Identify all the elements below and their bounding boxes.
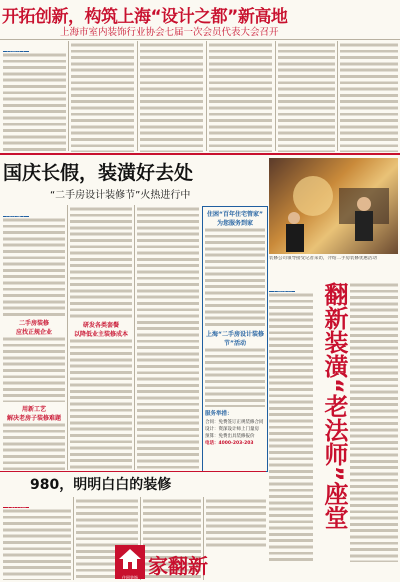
- service-line: 设计：资深设计师上门量房: [205, 427, 259, 432]
- right-column-2: [350, 282, 398, 562]
- divider: [275, 41, 276, 151]
- feature-subheadline-block: [50, 186, 260, 200]
- forum-tag: [269, 281, 309, 291]
- bottom-headline-block: [30, 474, 266, 494]
- feature-column-2: [70, 206, 132, 318]
- divider: [68, 41, 69, 151]
- article-column-3: [140, 42, 203, 152]
- service-line: 预算：免费出具装修报价: [205, 434, 255, 439]
- service-line: 合同：免费签订正规装修合同: [205, 420, 264, 425]
- news-tag: [3, 41, 53, 51]
- photo-caption: 装修公司领导接受记者采访，介绍二手房装修优惠活动: [269, 256, 377, 261]
- service-box: [202, 206, 268, 472]
- subheadline-block: [60, 24, 398, 38]
- feature-column-3: [137, 206, 199, 470]
- article-column-5: [278, 42, 335, 152]
- house-logo-icon: [115, 545, 145, 571]
- right-article-title: 翻新装潢“老法师”座堂: [320, 282, 348, 530]
- subhead-2: 研发各类套餐 以降低业主装修成本: [73, 322, 128, 338]
- service-box-text-2: [205, 347, 265, 407]
- service-box-title: 住困“百年住宅管家” 为您服务到家: [207, 211, 263, 227]
- feature-column-1c: [3, 422, 65, 470]
- divider: [134, 205, 135, 470]
- service-title: 服务举措：: [205, 411, 233, 417]
- feature-headline: 国庆长假，装潢好去处: [3, 162, 194, 184]
- interview-photo: [269, 158, 398, 254]
- divider: [206, 41, 207, 151]
- main-headline: 开拓创新，构筑上海“设计之都”新高地: [2, 7, 288, 27]
- divider: [137, 41, 138, 151]
- bottom-headline: 980，明明白白的装修: [30, 477, 172, 493]
- article-column-1: [3, 52, 66, 152]
- subhead-1: 二手房装修 应找正规企业: [15, 320, 52, 336]
- service-line: 电话：4000-203-203: [205, 441, 254, 446]
- bottom-column-1: [3, 508, 71, 580]
- logo-small-text: 住困装饰: [122, 575, 138, 580]
- homenews-tag: [3, 497, 43, 507]
- divider: [67, 205, 68, 470]
- feature-column-1b: [3, 336, 65, 402]
- feature-subheadline: “二手房设计装修节”火热进行中: [50, 190, 191, 201]
- feature-photo: [269, 158, 398, 254]
- subhead-3: 用新工艺 解决老房子装修难题: [6, 406, 61, 422]
- feature-column-2b: [70, 338, 132, 470]
- section-rule: [0, 471, 266, 472]
- article-column-6: [340, 42, 398, 152]
- divider: [73, 497, 74, 580]
- sub-headline: 上海市室内装饰行业协会七届一次会员代表大会召开: [60, 27, 279, 38]
- article-column-2: [71, 42, 134, 152]
- service-list: [205, 419, 265, 447]
- service-box-title-2: 上海“二手房设计装修节”活动: [206, 331, 264, 347]
- section-rule: [0, 153, 400, 155]
- right-column-1: [269, 292, 313, 562]
- activity-tag: [3, 206, 53, 216]
- divider: [0, 39, 400, 40]
- divider: [337, 41, 338, 151]
- article-column-4: [209, 42, 272, 152]
- feature-column-1: [3, 217, 65, 317]
- ad-brand-name: 家翻新: [148, 554, 208, 578]
- headline-block: [2, 2, 398, 27]
- brand-logo: [115, 545, 145, 579]
- feature-headline-block: [3, 158, 263, 184]
- bottom-column-4: [206, 498, 266, 550]
- service-box-text: [205, 227, 265, 327]
